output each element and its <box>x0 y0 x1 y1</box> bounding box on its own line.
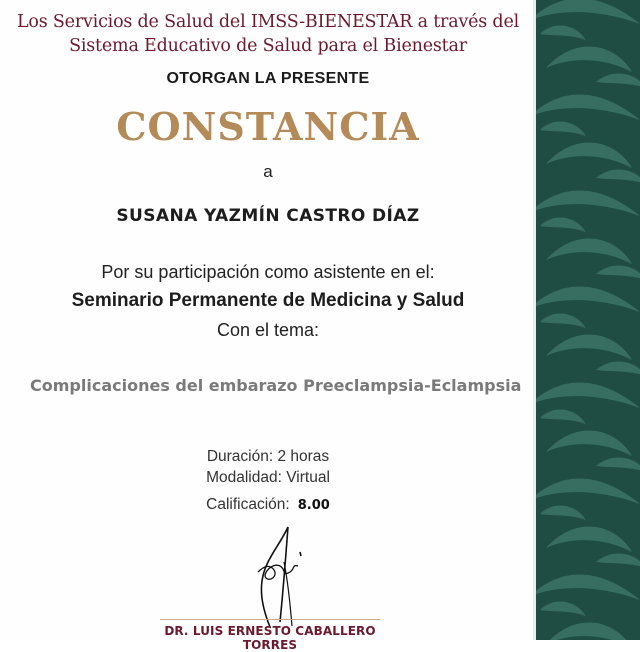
recipient-name: SUSANA YAZMÍN CASTRO DÍAZ <box>116 206 420 226</box>
leaf-pattern-icon <box>536 0 640 640</box>
connector-text: a <box>263 162 273 181</box>
issuer-line-1: Los Servicios de Salud del IMSS-BIENESTAR a través del <box>16 12 519 32</box>
topic-text: Complicaciones del embarazo Preeclampsia-Eclampsia <box>30 376 522 395</box>
grade-row <box>0 496 536 514</box>
topic-label: Con el tema: <box>216 320 320 340</box>
grant-text: OTORGAN LA PRESENTE <box>166 70 370 87</box>
modality-text: Modalidad: Virtual <box>206 469 330 486</box>
participation-text: Por su participación como asistente en el: <box>101 262 435 282</box>
certificate-title: CONSTANCIA <box>116 104 420 149</box>
issuer-heading <box>0 10 536 58</box>
handwritten-signature <box>240 522 320 632</box>
duration-text: Duración: 2 horas <box>206 448 330 465</box>
signature-line <box>160 619 380 620</box>
grade-value: 8.00 <box>297 498 330 513</box>
decorative-leaf-border <box>536 0 640 640</box>
grade-label: Calificación: <box>206 496 290 513</box>
signer-name: DR. LUIS ERNESTO CABALLERO TORRES <box>164 624 376 652</box>
issuer-line-2: Sistema Educativo de Salud para el Bienestar <box>69 36 467 56</box>
event-name: Seminario Permanente de Medicina y Salud <box>71 290 465 311</box>
